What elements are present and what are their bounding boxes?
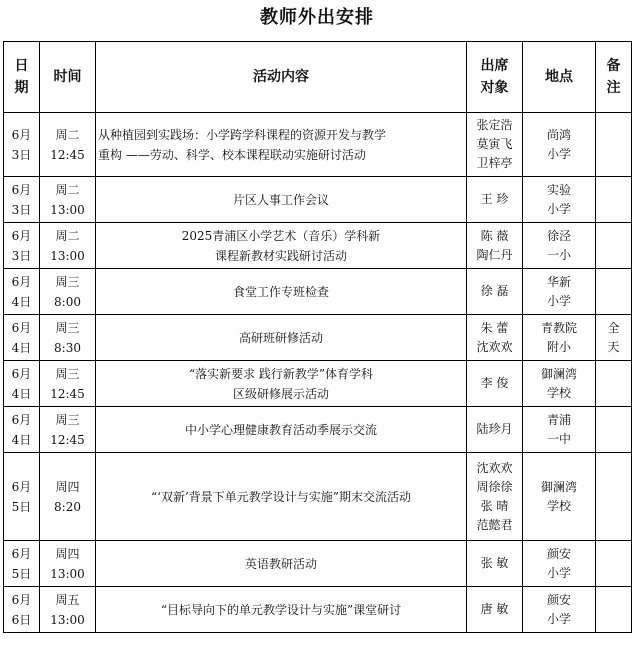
location-line: 徐泾 (546, 228, 571, 243)
table-row (4, 315, 632, 361)
location-line: 尚鸿 (546, 127, 571, 142)
location-cell (523, 541, 596, 587)
page-title: 教师外出安排 (260, 7, 374, 28)
location-cell (523, 269, 596, 315)
table-row (4, 541, 632, 587)
date-cell (4, 587, 40, 633)
location-line: 附小 (546, 339, 571, 354)
location-cell (523, 113, 596, 177)
attendee-cell (467, 587, 523, 633)
content-cell (96, 361, 467, 407)
schedule-table (3, 41, 632, 633)
time-cell (40, 587, 96, 633)
time-line: 13:00 (50, 248, 85, 263)
remark-cell (596, 453, 632, 541)
content-line: 中小学心理健康教育活动季展示交流 (184, 422, 377, 437)
date-line: 4日 (11, 294, 32, 309)
location-line: 华新 (546, 274, 571, 289)
location-line: 学校 (546, 498, 571, 513)
date-cell (4, 269, 40, 315)
date-cell (4, 113, 40, 177)
remark-cell (596, 541, 632, 587)
time-line: 13:00 (50, 566, 85, 581)
content-line: “目标导向下的单元教学设计与实施”课堂研讨 (160, 602, 402, 617)
time-line: 8:00 (54, 294, 81, 309)
remark-cell (596, 361, 632, 407)
header-time: 时间 (40, 42, 96, 113)
time-line: 8:20 (54, 499, 81, 514)
location-cell (523, 407, 596, 453)
location-line: 小学 (546, 201, 571, 216)
content-cell (96, 177, 467, 223)
date-line: 3日 (11, 147, 32, 162)
content-cell (96, 407, 467, 453)
attendee-line: 陈 薇 (480, 228, 509, 243)
content-line: 从种植园到实践场：小学跨学科课程的资源开发与教学 (98, 127, 387, 142)
date-line: 6月 (11, 320, 32, 335)
date-cell (4, 177, 40, 223)
location-cell (523, 361, 596, 407)
location-cell (523, 177, 596, 223)
attendee-cell (467, 269, 523, 315)
location-cell (523, 315, 596, 361)
header-remark: 备 注 (596, 42, 632, 113)
attendee-line: 周徐徐 (476, 479, 513, 494)
attendee-cell (467, 453, 523, 541)
location-line: 御澜湾 (540, 366, 577, 381)
date-cell (4, 541, 40, 587)
attendee-line: 陶仁丹 (476, 247, 513, 262)
attendee-line: 朱 蕾 (480, 320, 509, 335)
location-cell (523, 223, 596, 269)
time-line: 周四 (55, 546, 80, 561)
location-cell (523, 587, 596, 633)
date-cell (4, 361, 40, 407)
content-line: 片区人事工作会议 (232, 192, 329, 207)
time-line: 12:45 (50, 432, 85, 447)
attendee-cell (467, 361, 523, 407)
header-location: 地点 (523, 42, 596, 113)
time-line: 13:00 (50, 202, 85, 217)
time-cell (40, 269, 96, 315)
header-date: 日 期 (4, 42, 40, 113)
remark-cell (596, 223, 632, 269)
content-line: 课程新教材实践研讨活动 (214, 248, 347, 263)
header-attendee: 出席 对象 (467, 42, 523, 113)
content-cell (96, 223, 467, 269)
attendee-line: 徐 磊 (480, 284, 509, 298)
attendee-cell (467, 223, 523, 269)
attendee-line: 唐 敏 (480, 602, 509, 616)
attendee-line: 陆珍月 (476, 422, 513, 436)
table-row (4, 587, 632, 633)
content-line: 英语教研活动 (244, 556, 317, 571)
date-line: 6月 (11, 546, 32, 561)
content-cell (96, 113, 467, 177)
location-line: 颜安 (546, 592, 571, 607)
content-cell (96, 453, 467, 541)
content-line: “‘双新’背景下单元教学设计与实施”期末交流活动 (151, 489, 411, 504)
date-line: 6月 (11, 182, 32, 197)
attendee-line: 卫梓亭 (476, 156, 513, 170)
date-line: 6月 (11, 412, 32, 427)
time-line: 周三 (55, 274, 80, 289)
time-cell (40, 361, 96, 407)
date-line: 6日 (11, 612, 32, 627)
table-row (4, 113, 632, 177)
table-row (4, 361, 632, 407)
time-line: 周三 (55, 366, 80, 381)
date-line: 6月 (11, 274, 32, 289)
location-line: 青浦 (546, 412, 571, 427)
attendee-line: 范懿君 (476, 517, 513, 532)
location-line: 颜安 (546, 546, 571, 561)
attendee-line: 张 敏 (480, 556, 509, 570)
attendee-line: 张 晴 (480, 498, 509, 513)
location-line: 御澜湾 (540, 479, 577, 494)
date-line: 6月 (11, 366, 32, 381)
table-row (4, 407, 632, 453)
date-line: 6月 (11, 592, 32, 607)
attendee-line: 李 俊 (480, 376, 509, 390)
time-cell (40, 541, 96, 587)
time-cell (40, 407, 96, 453)
time-line: 周四 (55, 479, 80, 494)
time-line: 周二 (55, 228, 80, 243)
date-line: 5日 (11, 499, 32, 514)
content-line: 2025青浦区小学艺术（音乐）学科新 (181, 228, 381, 243)
date-cell (4, 315, 40, 361)
table-row (4, 453, 632, 541)
content-line: 重构 ——劳动、科学、校本课程联动实施研讨活动 (98, 147, 366, 162)
location-line: 小学 (546, 611, 571, 626)
location-line: 一小 (546, 247, 571, 262)
time-cell (40, 113, 96, 177)
content-line: 高研班研修活动 (238, 330, 323, 345)
attendee-line: 莫寅飞 (476, 137, 513, 151)
time-line: 12:45 (50, 147, 85, 162)
remark-cell (596, 407, 632, 453)
location-line: 小学 (546, 146, 571, 161)
remark-cell (596, 177, 632, 223)
time-cell (40, 223, 96, 269)
date-line: 5日 (11, 566, 32, 581)
date-cell (4, 223, 40, 269)
location-cell (523, 453, 596, 541)
table-row (4, 223, 632, 269)
time-line: 12:45 (50, 386, 85, 401)
remark-cell (596, 269, 632, 315)
time-line: 周五 (55, 592, 80, 607)
content-cell (96, 587, 467, 633)
schedule-body (4, 113, 632, 633)
location-line: 一中 (546, 431, 571, 446)
attendee-line: 张定浩 (476, 118, 513, 132)
remark-line: 天 (607, 339, 620, 354)
attendee-line: 沈欢欢 (476, 339, 513, 354)
content-line: 区级研修展示活动 (232, 386, 329, 401)
time-line: 周三 (55, 320, 80, 335)
time-line: 周三 (55, 412, 80, 427)
remark-cell (596, 587, 632, 633)
location-line: 小学 (546, 565, 571, 580)
header-content: 活动内容 (96, 42, 467, 113)
content-cell (96, 269, 467, 315)
remark-cell (596, 315, 632, 361)
date-line: 6月 (11, 228, 32, 243)
date-line: 3日 (11, 248, 32, 263)
content-cell (96, 315, 467, 361)
location-line: 青教院 (540, 320, 577, 335)
date-line: 4日 (11, 432, 32, 447)
location-line: 小学 (546, 293, 571, 308)
header-row (4, 42, 632, 113)
time-line: 13:00 (50, 612, 85, 627)
content-line: “落实新要求 践行新教学”体育学科 (188, 366, 374, 381)
date-line: 4日 (11, 386, 32, 401)
time-cell (40, 315, 96, 361)
attendee-cell (467, 315, 523, 361)
date-line: 6月 (11, 479, 32, 494)
attendee-cell (467, 407, 523, 453)
date-line: 3日 (11, 202, 32, 217)
remark-line: 全 (607, 320, 620, 335)
attendee-cell (467, 113, 523, 177)
remark-cell (596, 113, 632, 177)
table-row (4, 177, 632, 223)
date-line: 6月 (11, 127, 32, 142)
attendee-cell (467, 177, 523, 223)
attendee-line: 王 珍 (480, 192, 509, 206)
time-line: 周二 (55, 127, 80, 142)
time-cell (40, 453, 96, 541)
time-line: 8:30 (54, 340, 81, 355)
date-cell (4, 407, 40, 453)
content-cell (96, 541, 467, 587)
table-row (4, 269, 632, 315)
location-line: 学校 (546, 385, 571, 400)
time-line: 周二 (55, 182, 80, 197)
attendee-line: 沈欢欢 (476, 460, 513, 475)
date-line: 4日 (11, 340, 32, 355)
content-line: 食堂工作专班检查 (232, 284, 329, 299)
location-line: 实验 (546, 182, 571, 197)
time-cell (40, 177, 96, 223)
date-cell (4, 453, 40, 541)
attendee-cell (467, 541, 523, 587)
